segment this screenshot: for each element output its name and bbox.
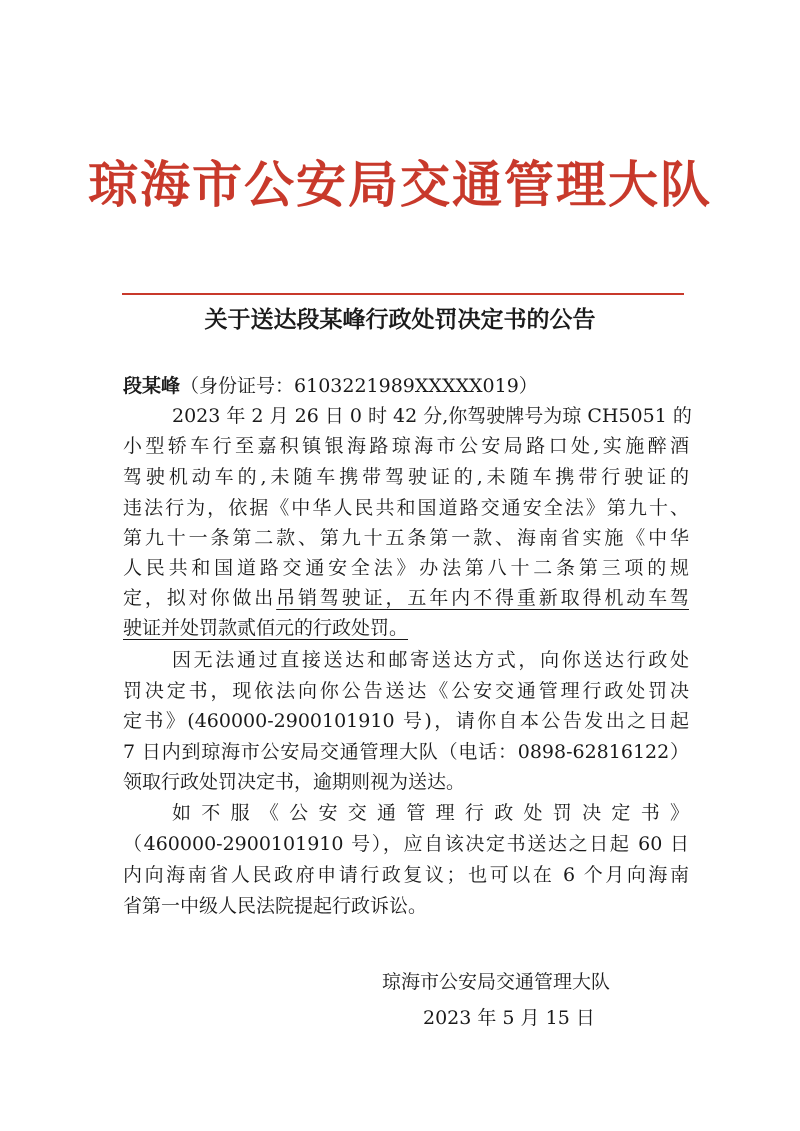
p3-line-1: 如不服《公安交通管理行政处罚决定书》 [172, 802, 689, 824]
signature-date: 2023 年 5 月 15 日 [423, 1007, 595, 1029]
penalty-text-underlined: 吊销驾驶证，五年内不得重新取得机动车驾 [276, 587, 689, 609]
red-divider-rule [122, 293, 684, 295]
p2-line-2: 罚决定书，现依法向你公告送达《公安交通管理行政处罚决 [123, 680, 689, 702]
p1-line-5: 第九十一条第二款、第九十五条第一款、海南省实施《中华 [123, 527, 689, 549]
p2-line-4: 7 日内到琼海市公安局交通管理大队（电话：0898-62816122） [123, 741, 689, 763]
p1-line-6: 人民共和国道路交通安全法》办法第八十二条第三项的规 [123, 557, 689, 579]
p3-line-4: 省第一中级人民法院提起行政诉讼。 [123, 895, 428, 917]
p1-line-8 [123, 613, 689, 643]
addressee-id: （身份证号：6103221989XXXXX019） [180, 375, 538, 397]
p1-line-7 [123, 583, 689, 613]
p1-line-4: 违法行为，依据《中华人民共和国道路交通安全法》第九十、 [123, 497, 689, 519]
p3-line-3: 内向海南省人民政府申请行政复议；也可以在 6 个月向海南 [123, 864, 689, 886]
agency-header-title: 琼海市公安局交通管理大队 [88, 155, 712, 214]
p2-line-5: 领取行政处罚决定书，逾期则视为送达。 [123, 771, 466, 793]
p1-line-1: 2023 年 2 月 26 日 0 时 42 分,你驾驶牌号为琼 CH5051 的 [172, 405, 692, 427]
notice-title: 关于送达段某峰行政处罚决定书的公告 [204, 306, 596, 333]
p2-line-1: 因无法通过直接送达和邮寄送达方式，向你送达行政处 [172, 649, 689, 671]
p1-line-3: 驾驶机动车的,未随车携带驾驶证的,未随车携带行驶证的 [123, 466, 689, 488]
p3-line-2: （460000-2900101910 号），应自该决定书送达之日起 60 日 [123, 833, 689, 855]
p1-line-7-prefix: 定，拟对你做出 [123, 587, 277, 609]
addressee-line [123, 371, 689, 401]
p1-line-2: 小型轿车行至嘉积镇银海路琼海市公安局路口处,实施醉酒 [123, 435, 689, 457]
addressee-name: 段某峰 [123, 375, 181, 397]
penalty-text-underlined-cont: 驶证并处罚款贰佰元的行政处罚。 [123, 617, 409, 639]
signature-agency: 琼海市公安局交通管理大队 [382, 971, 611, 993]
p2-line-3: 定书》(460000-2900101910 号)，请你自本公告发出之日起 [123, 710, 689, 732]
